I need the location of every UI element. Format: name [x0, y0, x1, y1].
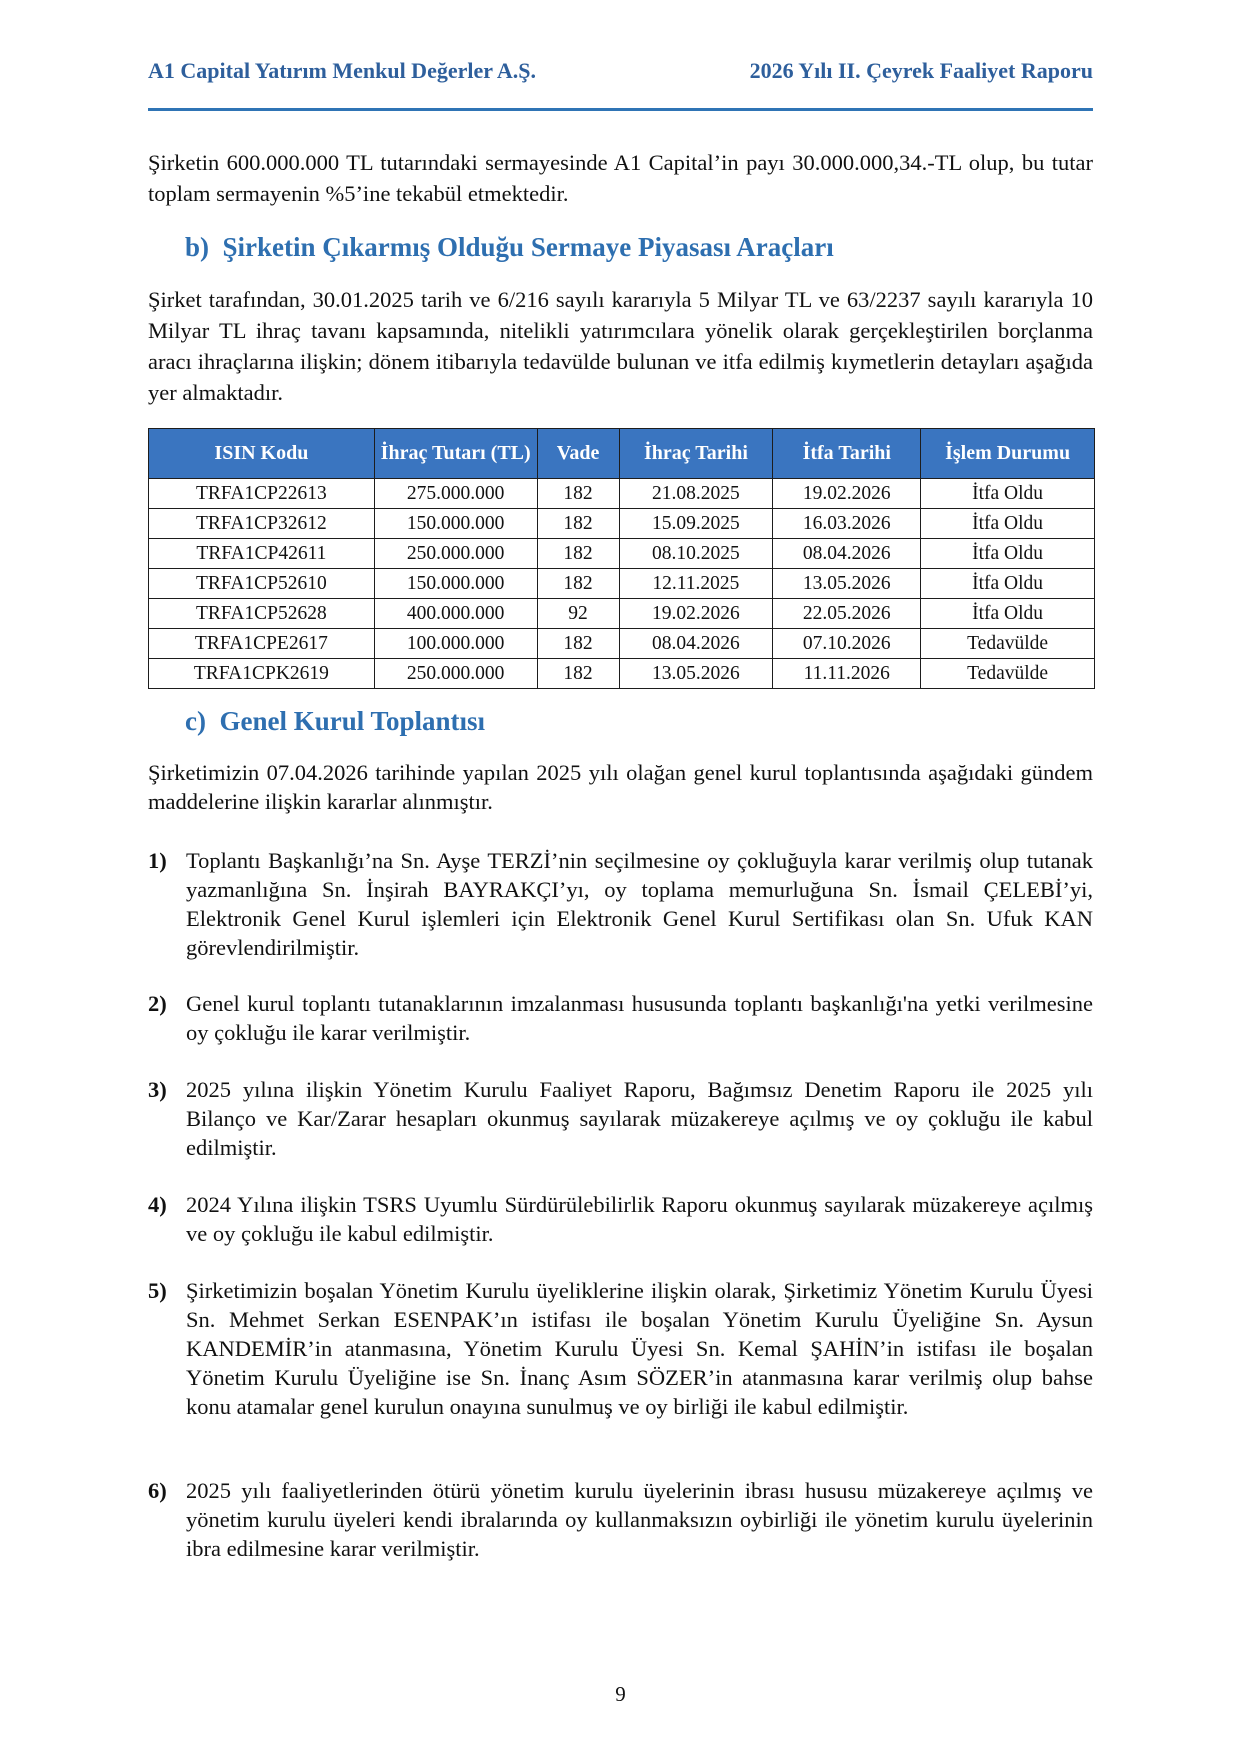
cell-isin: TRFA1CP32612 [149, 509, 375, 539]
section-c-paragraph: Şirketimizin 07.04.2026 tarihinde yapılan 2025 yılı olağan genel kurul toplantısında aşağıdaki gündem maddelerine ilişkin kararlar alınmıştır. [148, 760, 1093, 814]
cell-issue-date: 08.10.2025 [619, 539, 773, 569]
col-header-redemption-date: İtfa Tarihi [773, 429, 921, 479]
agenda-item [148, 846, 1093, 962]
table-row [149, 629, 1095, 659]
agenda-item [148, 1190, 1093, 1248]
header-report-title: 2026 Yılı II. Çeyrek Faaliyet Raporu [749, 58, 1093, 83]
table-row [149, 569, 1095, 599]
isin-table [148, 428, 1095, 689]
page-number: 9 [615, 1682, 626, 1706]
cell-issue-date: 13.05.2026 [619, 659, 773, 689]
col-header-amount: İhraç Tutarı (TL) [374, 429, 537, 479]
cell-redemption-date: 08.04.2026 [773, 539, 921, 569]
cell-isin: TRFA1CPK2619 [149, 659, 375, 689]
cell-issue-date: 15.09.2025 [619, 509, 773, 539]
cell-amount: 275.000.000 [374, 479, 537, 509]
agenda-item-number: 3) [148, 1077, 167, 1102]
agenda-item-text: Genel kurul toplantı tutanaklarının imzalanması hususunda toplantı başkanlığı'na yetki verilmesine oy çokluğu ile karar verilmiştir. [186, 991, 1093, 1045]
cell-redemption-date: 11.11.2026 [773, 659, 921, 689]
agenda-item [148, 1276, 1093, 1421]
cell-status: İtfa Oldu [921, 599, 1095, 629]
cell-maturity: 182 [537, 569, 619, 599]
cell-status: İtfa Oldu [921, 479, 1095, 509]
cell-isin: TRFA1CP52628 [149, 599, 375, 629]
cell-maturity: 182 [537, 479, 619, 509]
cell-redemption-date: 19.02.2026 [773, 479, 921, 509]
cell-status: İtfa Oldu [921, 569, 1095, 599]
agenda-item [148, 1476, 1093, 1563]
agenda-item-text: Toplantı Başkanlığı’na Sn. Ayşe TERZİ’nin seçilmesine oy çokluğuyla karar verilmiş olup tutanak yazmanlığına Sn. İnşirah BAYRAKÇI’yı, oy toplama memurluğuna Sn. İsmail ÇELEBİ’yi, Elektronik Genel Kurul işlemleri için Elektronik Genel Kurul Sertifikası olan Sn. Ufuk KAN görevlendirilmiştir. [186, 848, 1093, 960]
header-divider [148, 108, 1093, 111]
table-row [149, 539, 1095, 569]
agenda-item [148, 989, 1093, 1047]
cell-redemption-date: 22.05.2026 [773, 599, 921, 629]
cell-maturity: 182 [537, 659, 619, 689]
cell-amount: 250.000.000 [374, 539, 537, 569]
table-header-row [149, 429, 1095, 479]
agenda-item-number: 1) [148, 848, 167, 873]
agenda-item-number: 2) [148, 991, 167, 1016]
section-c-title: c) Genel Kurul Toplantısı [185, 706, 486, 736]
cell-redemption-date: 16.03.2026 [773, 509, 921, 539]
cell-redemption-date: 07.10.2026 [773, 629, 921, 659]
cell-issue-date: 08.04.2026 [619, 629, 773, 659]
agenda-item-number: 4) [148, 1192, 167, 1217]
cell-amount: 400.000.000 [374, 599, 537, 629]
table-row [149, 479, 1095, 509]
intro-paragraph: Şirketin 600.000.000 TL tutarındaki sermayesinde A1 Capital’in payı 30.000.000,34.-TL olup, bu tutar toplam sermayenin %5’ine tekabül etmektedir. [148, 150, 1093, 206]
cell-redemption-date: 13.05.2026 [773, 569, 921, 599]
table-row [149, 659, 1095, 689]
agenda-item-number: 6) [148, 1478, 167, 1503]
cell-maturity: 182 [537, 629, 619, 659]
cell-issue-date: 19.02.2026 [619, 599, 773, 629]
cell-isin: TRFA1CP42611 [149, 539, 375, 569]
agenda-item-text: 2025 yılına ilişkin Yönetim Kurulu Faaliyet Raporu, Bağımsız Denetim Raporu ile 2025 yılı Bilanço ve Kar/Zarar hesapları okunmuş sayılarak müzakereye açılmış ve oy çokluğu ile kabul edilmiştir. [186, 1077, 1093, 1160]
agenda-item [148, 1075, 1093, 1162]
cell-issue-date: 21.08.2025 [619, 479, 773, 509]
cell-issue-date: 12.11.2025 [619, 569, 773, 599]
cell-status: İtfa Oldu [921, 509, 1095, 539]
agenda-item-number: 5) [148, 1278, 167, 1303]
agenda-item-text: Şirketimizin boşalan Yönetim Kurulu üyeliklerine ilişkin olarak, Şirketimiz Yönetim Kurulu Üyesi Sn. Mehmet Serkan ESENPAK’ın istifası ile boşalan Yönetim Kurulu Üyeliğine Sn. Aysun KANDEMİR’in atanmasına, Yönetim Kurulu Üyesi Sn. Kemal ŞAHİN’in istifası ile boşalan Yönetim Kurulu Üyeliğine ise Sn. İnanç Asım SÖZER’in atanmasına karar verilmiş olup bahse konu atamalar genel kurulun onayına sunulmuş ve oy birliği ile kabul edilmiştir. [186, 1278, 1093, 1419]
col-header-issue-date: İhraç Tarihi [619, 429, 773, 479]
cell-maturity: 182 [537, 509, 619, 539]
col-header-status: İşlem Durumu [921, 429, 1095, 479]
cell-status: İtfa Oldu [921, 539, 1095, 569]
agenda-item-text: 2024 Yılına ilişkin TSRS Uyumlu Sürdürülebilirlik Raporu okunmuş sayılarak müzakereye açılmış ve oy çokluğu ile kabul edilmiştir. [186, 1192, 1093, 1246]
cell-isin: TRFA1CP52610 [149, 569, 375, 599]
table-row [149, 509, 1095, 539]
cell-amount: 150.000.000 [374, 509, 537, 539]
cell-amount: 250.000.000 [374, 659, 537, 689]
section-b-paragraph: Şirket tarafından, 30.01.2025 tarih ve 6/216 sayılı kararıyla 5 Milyar TL ve 63/2237 sayılı kararıyla 10 Milyar TL ihraç tavanı kapsamında, nitelikli yatırımcılara yönelik olarak gerçekleştirilen borçlanma aracı ihraçlarına ilişkin; dönem itibarıyla tedavülde bulunan ve itfa edilmiş kıymetlerin detayları aşağıda yer almaktadır. [148, 287, 1093, 405]
page-header [148, 56, 1093, 112]
cell-status: Tedavülde [921, 629, 1095, 659]
section-b-title: b) Şirketin Çıkarmış Olduğu Sermaye Piyasası Araçları [185, 232, 834, 262]
cell-amount: 100.000.000 [374, 629, 537, 659]
cell-maturity: 92 [537, 599, 619, 629]
cell-isin: TRFA1CPE2617 [149, 629, 375, 659]
agenda-item-text: 2025 yılı faaliyetlerinden ötürü yönetim kurulu üyelerinin ibrası hususu müzakereye açılmış ve yönetim kurulu üyeleri kendi ibralarında oy kullanmaksızın oybirliği ile yönetim kurulu üyelerinin ibra edilmesine karar verilmiştir. [186, 1478, 1093, 1561]
col-header-maturity: Vade [537, 429, 619, 479]
col-header-isin: ISIN Kodu [149, 429, 375, 479]
cell-isin: TRFA1CP22613 [149, 479, 375, 509]
cell-status: Tedavülde [921, 659, 1095, 689]
cell-amount: 150.000.000 [374, 569, 537, 599]
header-company: A1 Capital Yatırım Menkul Değerler A.Ş. [148, 58, 537, 83]
table-row [149, 599, 1095, 629]
cell-maturity: 182 [537, 539, 619, 569]
